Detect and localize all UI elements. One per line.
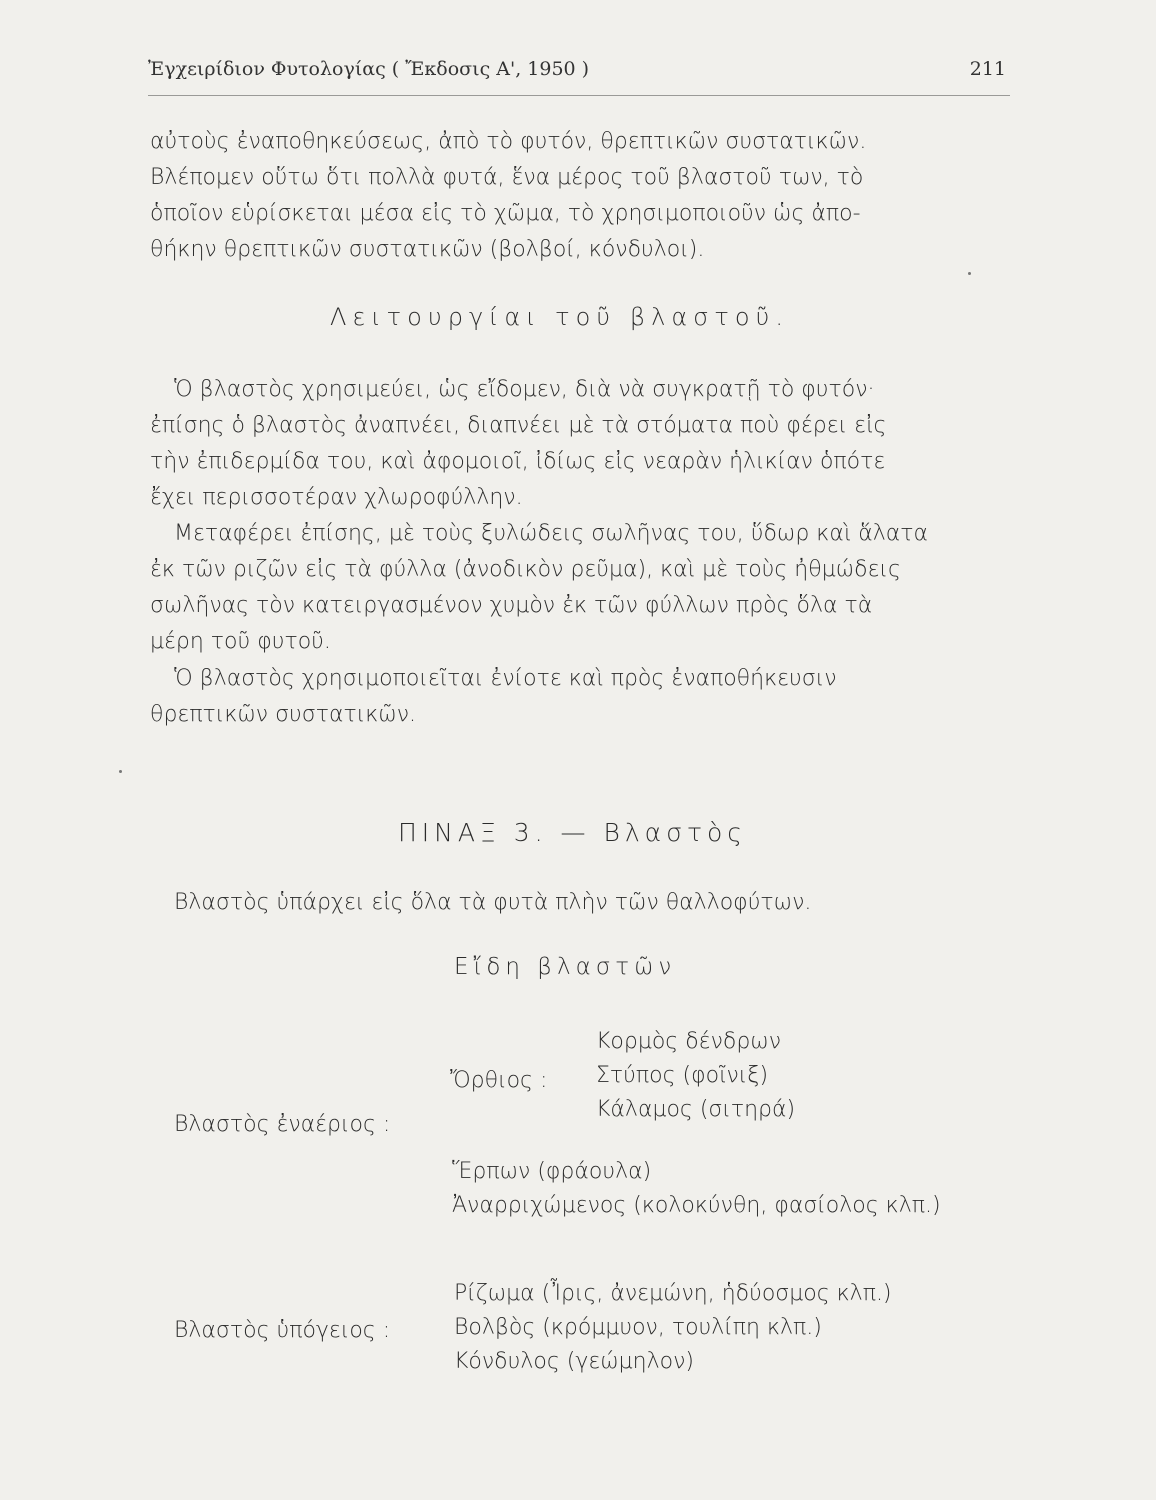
page-number: 211 xyxy=(969,58,1006,80)
text-line: αὐτοὺς ἐναποθηκεύσεως, ἀπὸ τὸ φυτόν, θρεπτικῶν συστατικῶν. xyxy=(150,129,867,154)
list-item: Ρίζωμα (Ἶρις, ἀνεμώνη, ἡδύοσμος κλπ.) xyxy=(454,1281,892,1306)
other-aerial-list xyxy=(452,1155,941,1223)
text-line: Μεταφέρει ἐπίσης, μὲ τοὺς ξυλώδεις σωλῆνας του, ὕδωρ καὶ ἅλατα xyxy=(174,521,929,546)
text-line: ἔχει περισσοτέραν χλωροφύλλην. xyxy=(150,485,523,510)
paragraph-2 xyxy=(150,372,1012,516)
text-line: ἐπίσης ὁ βλαστὸς ἀναπνέει, διαπνέει μὲ τὰ στόματα ποὺ φέρει εἰς xyxy=(150,413,887,438)
text-line: Ὁ βλαστὸς χρησιμεύει, ὡς εἴδομεν, διὰ νὰ συγκρατῇ τὸ φυτόν· xyxy=(174,377,875,402)
underground-stem-label: Βλαστὸς ὑπόγειος : xyxy=(174,1318,391,1343)
underground-list xyxy=(454,1277,892,1379)
running-header xyxy=(148,58,1010,80)
text-line: ἐκ τῶν ριζῶν εἰς τὰ φύλλα (ἀνοδικὸν ρεῦμα), καὶ μὲ τοὺς ἠθμώδεις xyxy=(150,557,901,582)
table-intro: Βλαστὸς ὑπάρχει εἰς ὅλα τὰ φυτὰ πλὴν τῶν θαλλοφύτων. xyxy=(174,890,812,915)
paper-speck xyxy=(968,272,971,275)
text-line: Ὁ βλαστὸς χρησιμοποιεῖται ἐνίοτε καὶ πρὸς ἐναποθήκευσιν xyxy=(174,666,837,691)
upright-label: Ὄρθιος : xyxy=(450,1068,548,1093)
running-title: Ἐγχειρίδιον Φυτολογίας ( Ἔκδοσις Α', 1950 ) xyxy=(148,58,590,80)
paper-speck xyxy=(119,770,122,773)
text-line: θρεπτικῶν συστατικῶν. xyxy=(150,702,416,727)
list-item: Κορμὸς δένδρων xyxy=(596,1029,781,1054)
list-item: Βολβὸς (κρόμμυον, τουλίπη κλπ.) xyxy=(454,1315,822,1340)
section-heading: Λειτουργίαι τοῦ βλαστοῦ. xyxy=(330,303,790,331)
text-line: σωλῆνας τὸν κατειργασμένον χυμὸν ἐκ τῶν φύλλων πρὸς ὅλα τὰ xyxy=(150,593,873,618)
paragraph-3 xyxy=(150,516,1012,660)
text-line: Βλέπομεν οὕτω ὅτι πολλὰ φυτά, ἕνα μέρος τοῦ βλαστοῦ των, τὸ xyxy=(150,165,864,190)
list-item: Κάλαμος (σιτηρά) xyxy=(596,1097,796,1122)
header-rule xyxy=(148,95,1010,96)
kinds-heading: Εἴδη βλαστῶν xyxy=(454,954,677,980)
text-line: θήκην θρεπτικῶν συστατικῶν (βολβοί, κόνδυλοι). xyxy=(150,237,705,262)
text-line: ὁποῖον εὑρίσκεται μέσα εἰς τὸ χῶμα, τὸ χρησιμοποιοῦν ὡς ἀπο- xyxy=(150,201,861,226)
aerial-stem-label: Βλαστὸς ἐναέριος : xyxy=(174,1112,391,1137)
list-item: Κόνδυλος (γεώμηλον) xyxy=(454,1349,694,1374)
upright-list xyxy=(596,1025,795,1127)
paragraph-1 xyxy=(150,124,1012,268)
paragraph-4 xyxy=(150,661,1012,733)
list-item: Στύπος (φοῖνιξ) xyxy=(596,1063,769,1088)
list-item: Ἀναρριχώμενος (κολοκύνθη, φασίολος κλπ.) xyxy=(452,1193,941,1218)
list-item: Ἕρπων (φράουλα) xyxy=(452,1159,652,1184)
text-line: μέρη τοῦ φυτοῦ. xyxy=(150,629,331,654)
text-line: τὴν ἐπιδερμίδα του, καὶ ἀφομοιοῖ, ἰδίως εἰς νεαρὰν ἡλικίαν ὁπότε xyxy=(150,449,886,474)
table-title: ΠΙΝΑΞ 3. — Βλαστὸς xyxy=(398,818,747,847)
